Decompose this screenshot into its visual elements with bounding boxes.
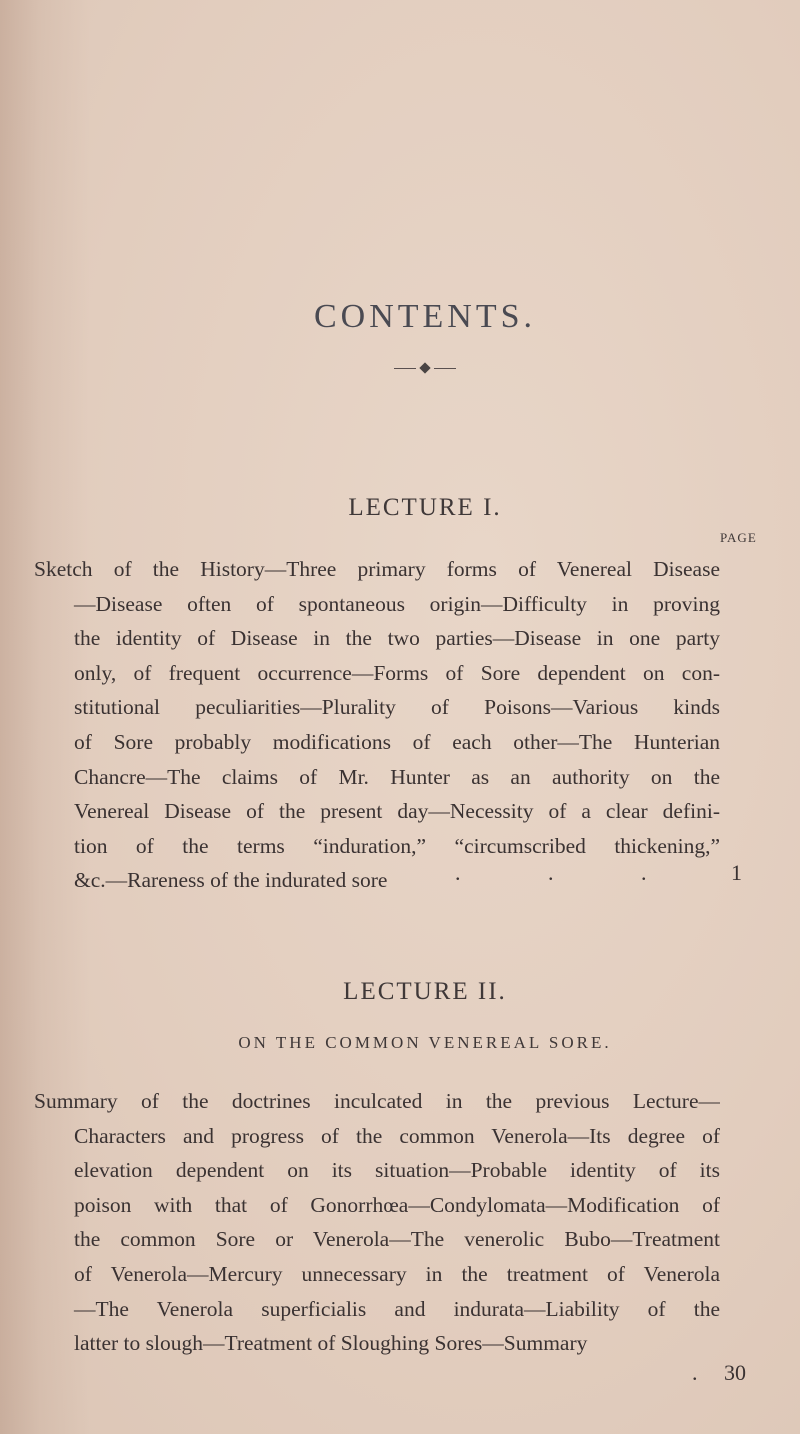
summary-line: Venereal Disease of the present day—Necessity of a clear defini- <box>74 799 720 824</box>
summary-line: stitutional peculiarities—Plurality of Poisons—Various kinds <box>74 695 720 720</box>
ornament-rule-right <box>434 368 456 369</box>
summary-line: only, of frequent occurrence—Forms of Sore dependent on con- <box>74 660 720 685</box>
lecture-2-heading: LECTURE II. <box>343 978 507 1005</box>
lecture-1-leader-dots: . . . <box>455 860 648 885</box>
contents-title: CONTENTS. <box>313 298 537 335</box>
ornament-rule-left <box>394 368 416 369</box>
lecture-1-page-number: 1 <box>731 860 742 885</box>
summary-line: the common Sore or Venerola—The venerolic Bubo—Treatment <box>74 1227 720 1252</box>
summary-line: elevation dependent on its situation—Probable identity of its <box>74 1158 720 1183</box>
summary-line: —Disease often of spontaneous origin—Difficulty in proving <box>74 591 720 616</box>
summary-line: of Sore probably modifications of each other—The Hunterian <box>74 729 720 754</box>
lecture-2-subheading: ON THE COMMON VENEREAL SORE. <box>238 1033 612 1052</box>
ornament-diamond-icon <box>419 362 430 373</box>
summary-line: &c.—Rareness of the indurated sore <box>74 868 388 893</box>
page-column-label: PAGE <box>720 530 757 545</box>
summary-line: Characters and progress of the common Venerola—Its degree of <box>74 1123 720 1148</box>
title-ornament <box>0 360 800 376</box>
summary-line: Sketch of the History—Three primary forms of Venereal Disease <box>34 557 720 581</box>
summary-line: Summary of the doctrines inculcated in the previous Lecture— <box>34 1089 720 1113</box>
lecture-2-leader-dots: . <box>692 1360 699 1385</box>
lecture-1-summary <box>34 552 720 898</box>
summary-line: latter to slough—Treatment of Sloughing Sores—Summary <box>74 1331 588 1356</box>
summary-line: tion of the terms “induration,” “circumscribed thickening,” <box>74 833 720 858</box>
lecture-1-heading: LECTURE I. <box>348 494 502 521</box>
summary-line: the identity of Disease in the two parties—Disease in one party <box>74 626 720 651</box>
summary-line: poison with that of Gonorrhœa—Condylomata—Modification of <box>74 1192 720 1217</box>
lecture-2-summary <box>34 1084 720 1361</box>
summary-line: Chancre—The claims of Mr. Hunter as an authority on the <box>74 764 720 789</box>
lecture-2-page-number: 30 <box>724 1360 746 1385</box>
summary-line: of Venerola—Mercury unnecessary in the treatment of Venerola <box>74 1261 720 1286</box>
summary-line: —The Venerola superficialis and indurata—Liability of the <box>74 1296 720 1321</box>
